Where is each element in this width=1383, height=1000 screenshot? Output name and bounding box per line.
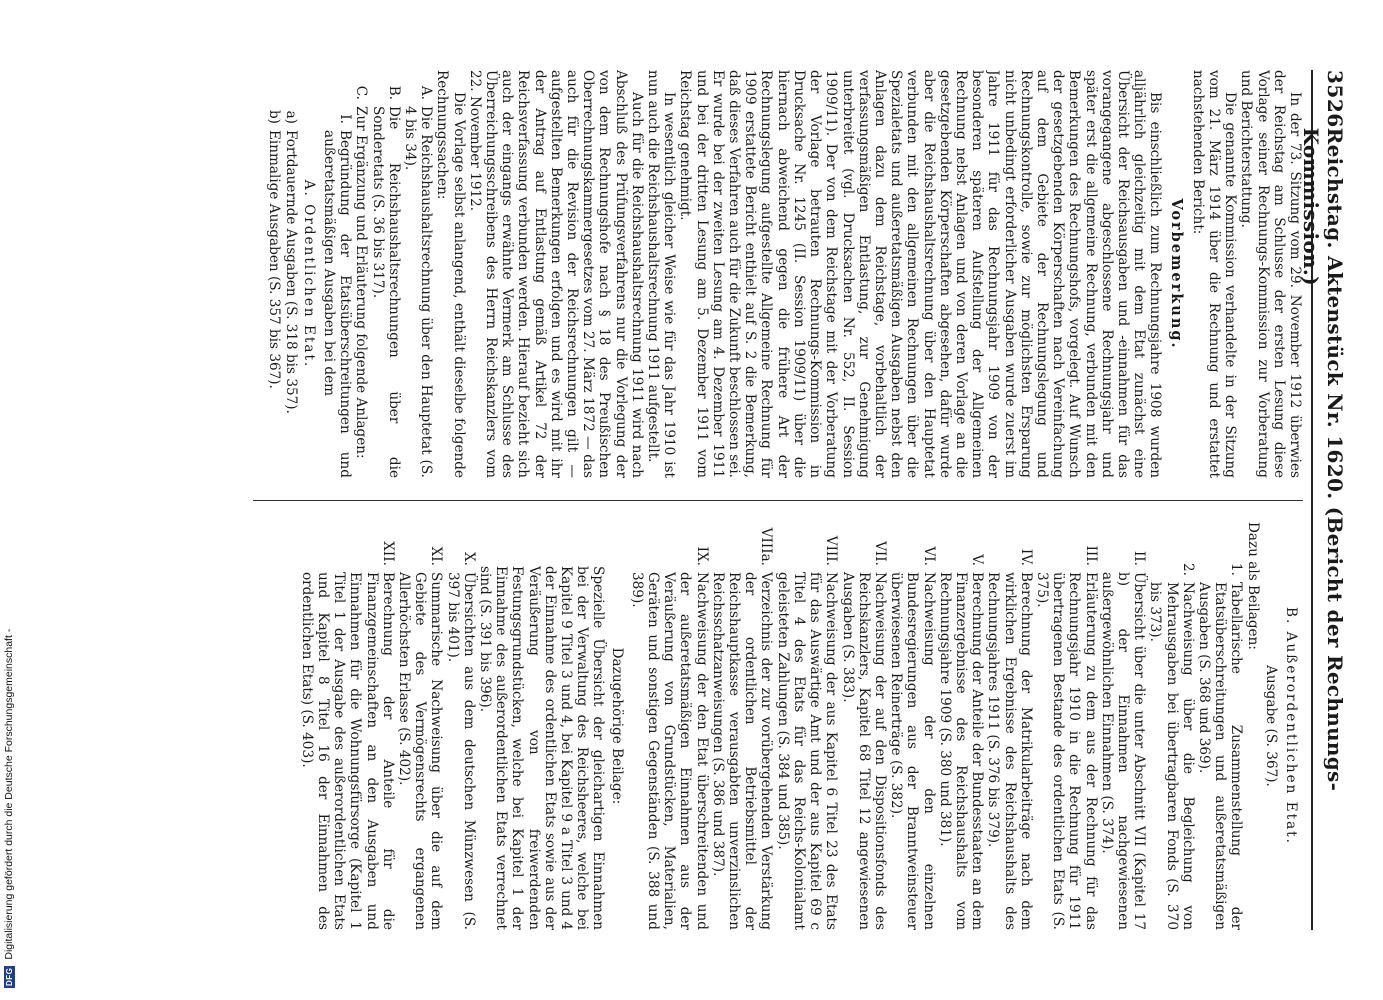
list-text: Nachweisung der den einzelnen Bundesregierungen aus der Branntweinsteuer überwiesenen Reinerträge (S. 382). [888,572,937,930]
list-number: IX. [693,546,710,566]
list-text: Die Reichshaushaltsrechnung über den Hauptetat (S. 4 bis 34). [402,106,435,478]
list-number: IV. [1017,548,1034,566]
list-item [266,70,282,478]
list-number: A. [418,85,435,100]
list-item [353,70,369,478]
page-number: 3526 [1323,70,1347,128]
digitization-sidebar [0,0,18,1000]
list-number: II. [1131,550,1148,566]
page-header [1299,70,1347,930]
list-number: I. [337,114,354,124]
list-number: a) [282,110,299,124]
beilage-paragraph: Spezielle Übersicht der gleichartigen Einnahmen bei der Verwaltung des Reichsheeres, welche bei Kapitel 9 Titel 3 und 4, bei Kapitel 9 a Titel 3 und 4 der Einnahme des ordentlichen Etats sowie aus der Veräußerung von freiwerdenden Festungsgrundstücken, welche bei Kapitel 1 der Einnahme des außerordentlichen Etats verrechnet sind (S. 391 bis 396). [477,566,607,930]
list-item [321,70,353,478]
list-text: Nachweisung der auf den Dispositionsfonds des Reichskanzlers, Kapitel 68 Titel 12 angewiesenen Ausgaben (S. 383). [839,572,888,930]
list-text: Berechnung der Anteile der Bundesstaaten an dem Finanzergebnisse des Reichshaushalts vom Rechnungsjahre 1909 (S. 380 und 381). [936,572,986,930]
list-text: Einmalige Ausgaben (S. 357 bis 367). [266,130,283,389]
list-item [775,522,840,930]
list-item [444,522,476,930]
list-item [629,522,710,930]
list-text: Nachweisung der aus Kapitel 6 Titel 23 des Etats für das Auswärtige Amt und der aus Kapitel 69 c Titel 4 des Etats für das Reichs-Kolonialamt geleisteten Zahlungen (S. 384 und 385). [774,572,840,930]
intro-paragraph: In der 73. Sitzung vom 29. November 1912 überwies der Reichstag am Schlusse der ersten Lesung diese Vorlage seiner Rechnungs-Kommission zur Vorberatung und Berichterstattung. [1238,70,1303,478]
list-item [839,522,888,930]
subheading: A. Ordentlichen Etat. [300,179,317,369]
credit-text: Digitalisierung gefördert durch die Deutsche Forschungsgemeinschaft - [3,628,15,960]
list-item [369,70,401,478]
intro-paragraph-2: Die genannte Kommission verhandelte in der Sitzung vom 21. März 1914 über die Rechnung und erstattet nachstehenden Bericht: [1189,70,1239,478]
list-item [710,522,775,930]
column-divider [253,500,1303,501]
beilage-heading: Dazugehörige Beilage: [608,647,625,805]
section-heading: Vorbemerkung. [1167,198,1185,350]
list-number: b) [266,109,283,124]
list-text: Berechnung der Anteile für die Finanzgemeinschaften an den Ausgaben und Einnahmen für die Wohnungsfürsorge (Kapitel 1 Titel 1 der Ausgabe des außerordentlichen Etats und Kapitel 8 Titel 16 der Einnahmen des ordentlichen Etats) (S. 403). [298,572,396,930]
right-column [123,522,1303,930]
list-number: VII. [871,541,888,566]
list-text: Erläuterung zu dem aus der Rechnung für das Rechnungsjahr 1910 in die Rechnung für 1911 übertragenen Bestande des ordentlichen Etats (S. 375). [1033,572,1099,930]
list-item [1147,522,1196,930]
list-text: Berechnung der Matrikularbeiträge nach dem wirklichen Ergebnisse des Reichshaushalts des Rechnungsjahres 1911 (S. 376 bis 379). [985,572,1034,930]
list-item [1034,522,1099,930]
list-text: Fortdauernde Ausgaben (S. 318 bis 357). [282,130,299,414]
list-number: XI. [428,546,445,566]
list-number: XII. [379,541,396,566]
list-text: Summarische Nachweisung über die auf dem Gebiete des Vermögensrechts ergangenen Allerhöchsten Erlasse (S. 402). [396,572,445,930]
beilagen-label: Dazu als Beilagen: [1244,522,1261,650]
list-number: X. [460,552,477,566]
list-text: Nachweisung der den Etat überschreitenden und der außeretatsmäßigen Einnahmen aus der Veräußerung von Grundstücken, Materialien, Geräten und sonstigen Gegenständen (S. 388 und 389). [628,572,710,930]
list-number: 2. [1179,563,1196,576]
list-text: Die Reichshaushaltsrechnungen über die Sonderetats (S. 36 bis 317). [369,106,402,478]
text-columns [43,70,1303,930]
list-item [1196,522,1245,930]
list-item [402,70,434,478]
list-number: B. [385,85,402,100]
list-item [396,522,445,930]
body-paragraph: Die Vorlage selbst anlangend, enthält dieselbe folgende Rechnungssachen: [434,70,467,478]
list-number: VIIIa. [758,527,775,566]
list-text: Begründung der Etatsüberschreitungen und außeretatsmäßigen Ausgaben bei dem [321,130,354,478]
list-text: Zur Ergänzung und Erläuterung folgende Anlagen: [353,106,370,459]
list-text: Nachweisung über die Begleichung von Mehrausgaben bei übertragbaren Fonds (S. 370 bis 373). [1147,582,1196,930]
list-item [937,522,986,930]
left-column [123,70,1303,478]
list-item [1099,522,1148,930]
list-number: VI. [920,546,937,566]
running-title: Reichstag. Aktenstück Nr. 1620. (Bericht der Rechnungs-Kommission.) [1299,127,1347,792]
list-item [985,522,1034,930]
list-text: Übersicht über die unter Abschnitt VII (Kapitel 17 b) der Einnahmen nachgewiesenen außergewöhnlichen Einnahmen (S. 374). [1098,572,1148,930]
body-paragraph: In wesentlich gleicher Weise wie für das Jahr 1910 ist nun auch die Reichshaushaltsrechnung 1911 aufgestellt. [645,70,678,478]
list-item [888,522,937,930]
body-paragraph: Bis einschließlich zum Rechnungsjahre 1908 wurden alljährlich gleichzeitig mit dem Etat zunächst eine Übersicht der Reichsausgaben und -einnahmen für das vorangegangene abgeschlossene Rechnungsjahr und später erst die allgemeine Rechnung, verbunden mit den Bemerkungen des Rechnungshofs, vorgelegt. Auf Wunsch der gesetzgebenden Körperschaften nach Vereinfachung auf dem Gebiete der Rechnungslegung und Rechnungskontrolle, sowie zur möglichsten Ersparung nicht unbedingt erforderlicher Ausgaben wurde zuerst im Jahre 1911 für das Rechnungsjahr 1909 von der besonderen späteren Aufstellung der Allgemeinen Rechnung nebst Anlagen und von deren Vorlage an die gesetzgebenden Körperschaften abgesehen, dafür wurde aber die Reichshaushaltsrechnung über den Hauptetat verbunden mit den allgemeinen Rechnungen über die Spezialetats und außeretatsmäßigen Ausgaben nebst den Anlagen dazu dem Reichstage, vorbehaltlich der verfassungsmäßigen Entlastung, zur Genehmigung unterbreitet (vgl. Drucksachen Nr. 552, II. Session 1909/11). Der von dem Reichstage mit der Vorberatung der Vorlage betrauten Rechnungs-Kommission in Drucksache Nr. 1245 (II. Session 1909/11) über die hiernach abweichend gegen die frühere Art der Rechnungslegung aufgestellte Allgemeine Rechnung für 1909 erstattete Bericht enthielt auf S. 2 die Bemerkung, daß dieses Verfahren auch für die Zukunft beschlossen sei. Er wurde bei der zweiten Lesung am 4. Dezember 1911 und bei der dritten Lesung am 5. Dezember 1911 vom Reichstag genehmigt. [677,70,1164,478]
body-paragraph: Auch für die Reichshaushaltsrechnung 1911 wird nach Abschluß des Prüfungsverfahrens nur die Vorlegung der von dem Rechnungshofe nach § 18 des Preußischen Oberrechnungskammergesetzes vom 27. März 1872 — das auch für die Revision der Reichsrechnungen gilt — aufgestellten Bemerkungen erfolgen und es wird mit ihr der Antrag auf Entlastung gemäß Artikel 72 der Reichsverfassung verbunden werden. Hierauf bezieht sich auch der eingangs erwähnte Vermerk am Schlusse des Überreichungsschreibens des Herrn Reichskanzlers vom 22. November 1912. [466,70,645,478]
list-number: 1. [1228,563,1245,576]
list-number: VIII. [823,535,840,566]
dfg-logo: DFG [4,967,14,986]
digitization-credit [0,0,18,988]
list-text: Tabellarische Zusammenstellung der Etatsüberschreitungen und außeretatsmäßigen Ausgaben (S. 368 und 369). [1195,582,1245,930]
list-number: III. [1082,545,1099,566]
list-text: Übersichten aus dem deutschen Münzwesen (S. 397 bis 401). [444,572,477,930]
list-item [282,70,298,478]
list-item [299,522,396,930]
subheading-line: Ausgabe (S. 367). [1262,665,1279,787]
list-text: Verzeichnis der zur vorübergehenden Verstärkung der ordentlichen Betriebsmittel der Reichshauptkasse verausgabten unverzinslichen Reichsschatzanweisungen (S. 386 und 387). [709,572,775,930]
subheading: B. Außerordentlichen Etat. [1283,607,1299,845]
list-number: C. [353,85,370,100]
list-number: V. [969,554,986,566]
